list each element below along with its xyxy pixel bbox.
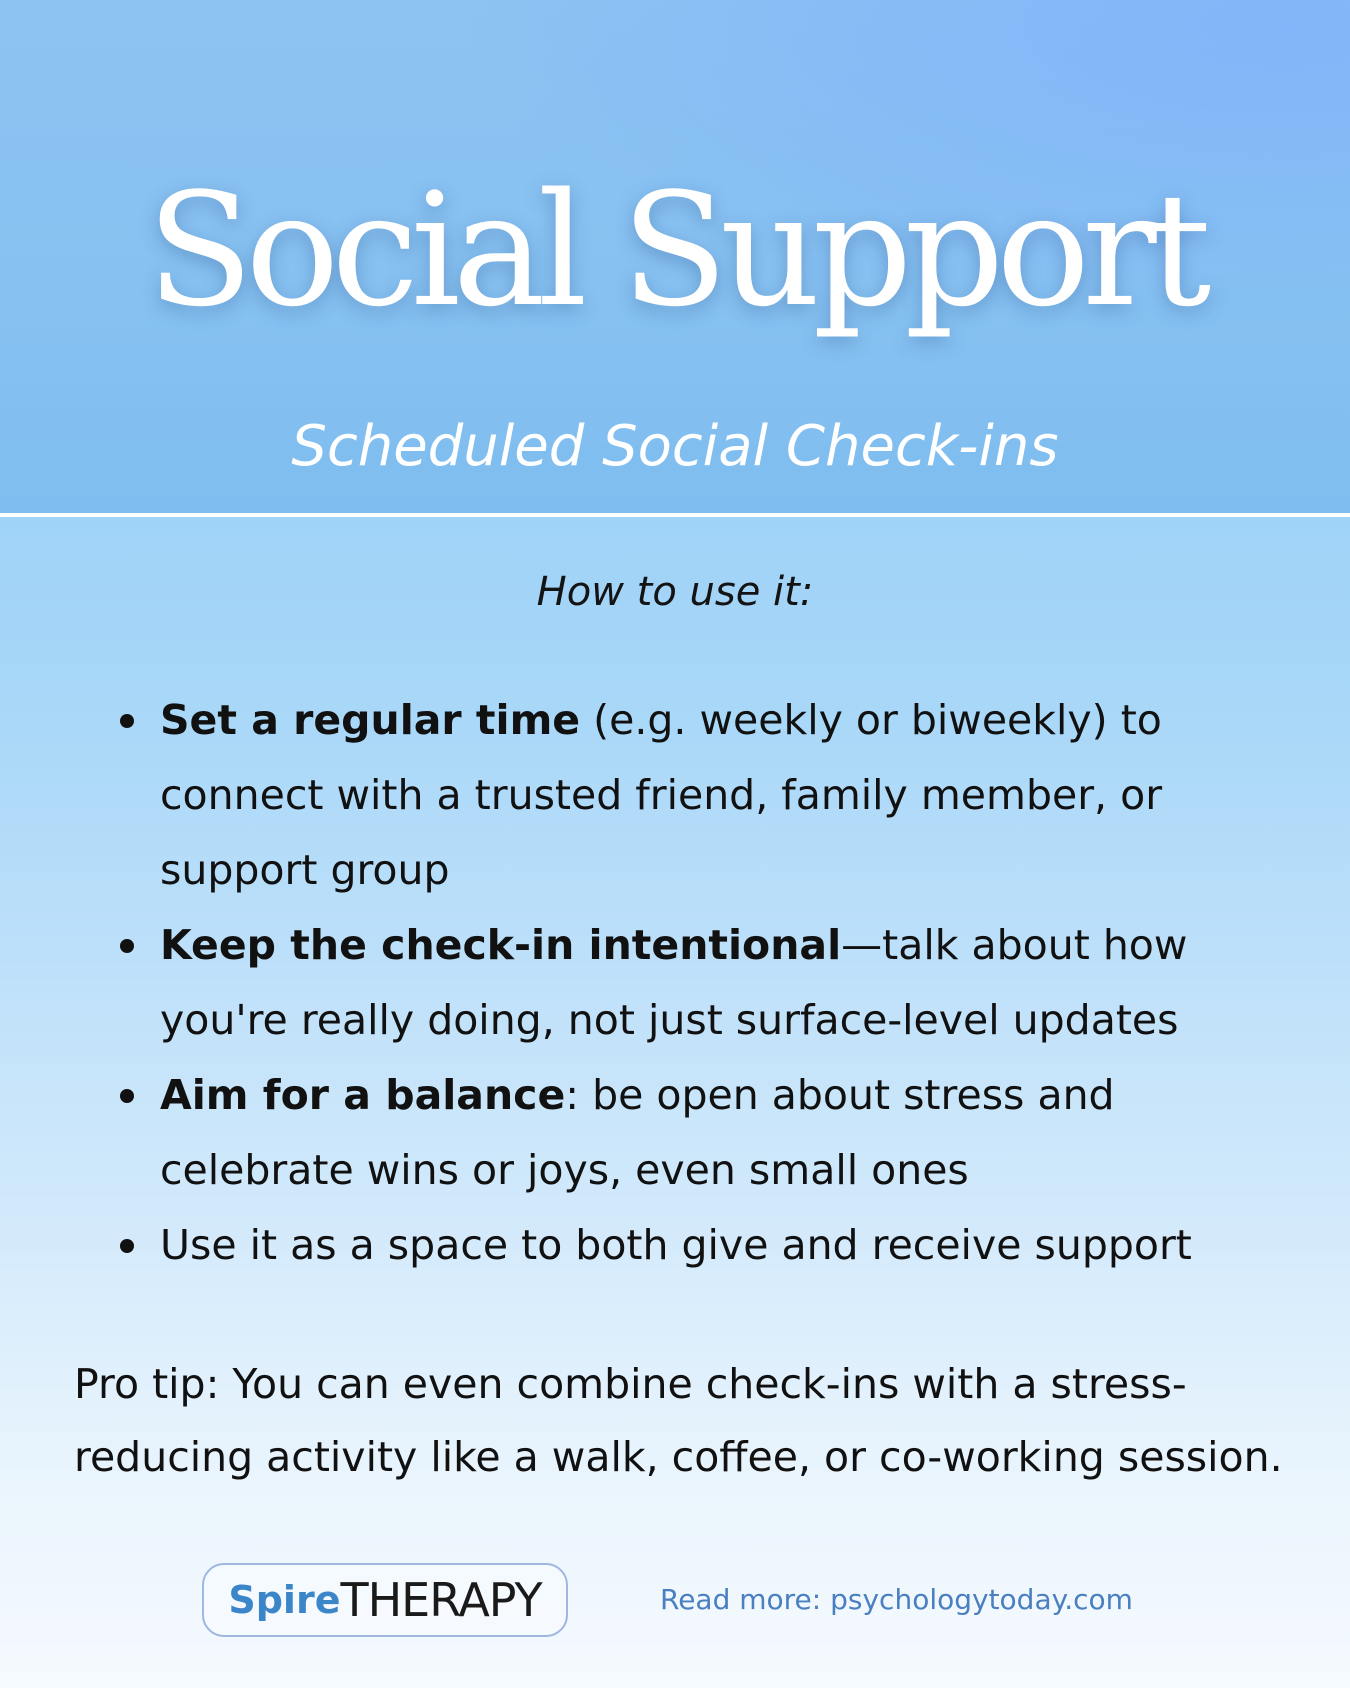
page-title: Social Support — [146, 159, 1204, 341]
list-item-text: (e.g. weekly or biweekly) to connect with a trusted friend, family member, or support group — [160, 696, 1163, 894]
bullet-icon — [120, 1089, 134, 1103]
bullet-icon — [120, 714, 134, 728]
page-subtitle: Scheduled Social Check-ins — [291, 414, 1059, 479]
list-item-text: —talk about how you're really doing, not just surface-level updates — [160, 921, 1188, 1044]
bullet-icon — [120, 1239, 134, 1253]
header-divider — [0, 513, 1350, 517]
list-item — [116, 1208, 1296, 1283]
pro-tip: Pro tip: You can even combine check-ins with a stress-reducing activity like a walk, coffee, or co-working session. — [74, 1360, 1283, 1481]
list-item-text: Use it as a space to both give and receive support — [160, 1221, 1192, 1269]
list-item — [116, 908, 1296, 1058]
header-banner — [0, 0, 1350, 513]
how-to-heading: How to use it: — [536, 569, 814, 615]
list-item-text: : be open about stress and celebrate wins or joys, even small ones — [160, 1071, 1115, 1194]
read-more-link[interactable]: Read more: psychologytoday.com — [660, 1583, 1133, 1616]
tips-list — [116, 683, 1296, 1283]
list-item-bold: Aim for a balance — [160, 1071, 566, 1119]
bullet-icon — [120, 939, 134, 953]
list-item-bold: Set a regular time — [160, 696, 581, 744]
spire-therapy-logo — [202, 1563, 568, 1637]
list-item — [116, 683, 1296, 908]
list-item-bold: Keep the check-in intentional — [160, 921, 842, 969]
logo-spire-text: Spire — [228, 1578, 341, 1622]
logo-therapy-text: THERAPY — [340, 1573, 542, 1627]
list-item — [116, 1058, 1296, 1208]
